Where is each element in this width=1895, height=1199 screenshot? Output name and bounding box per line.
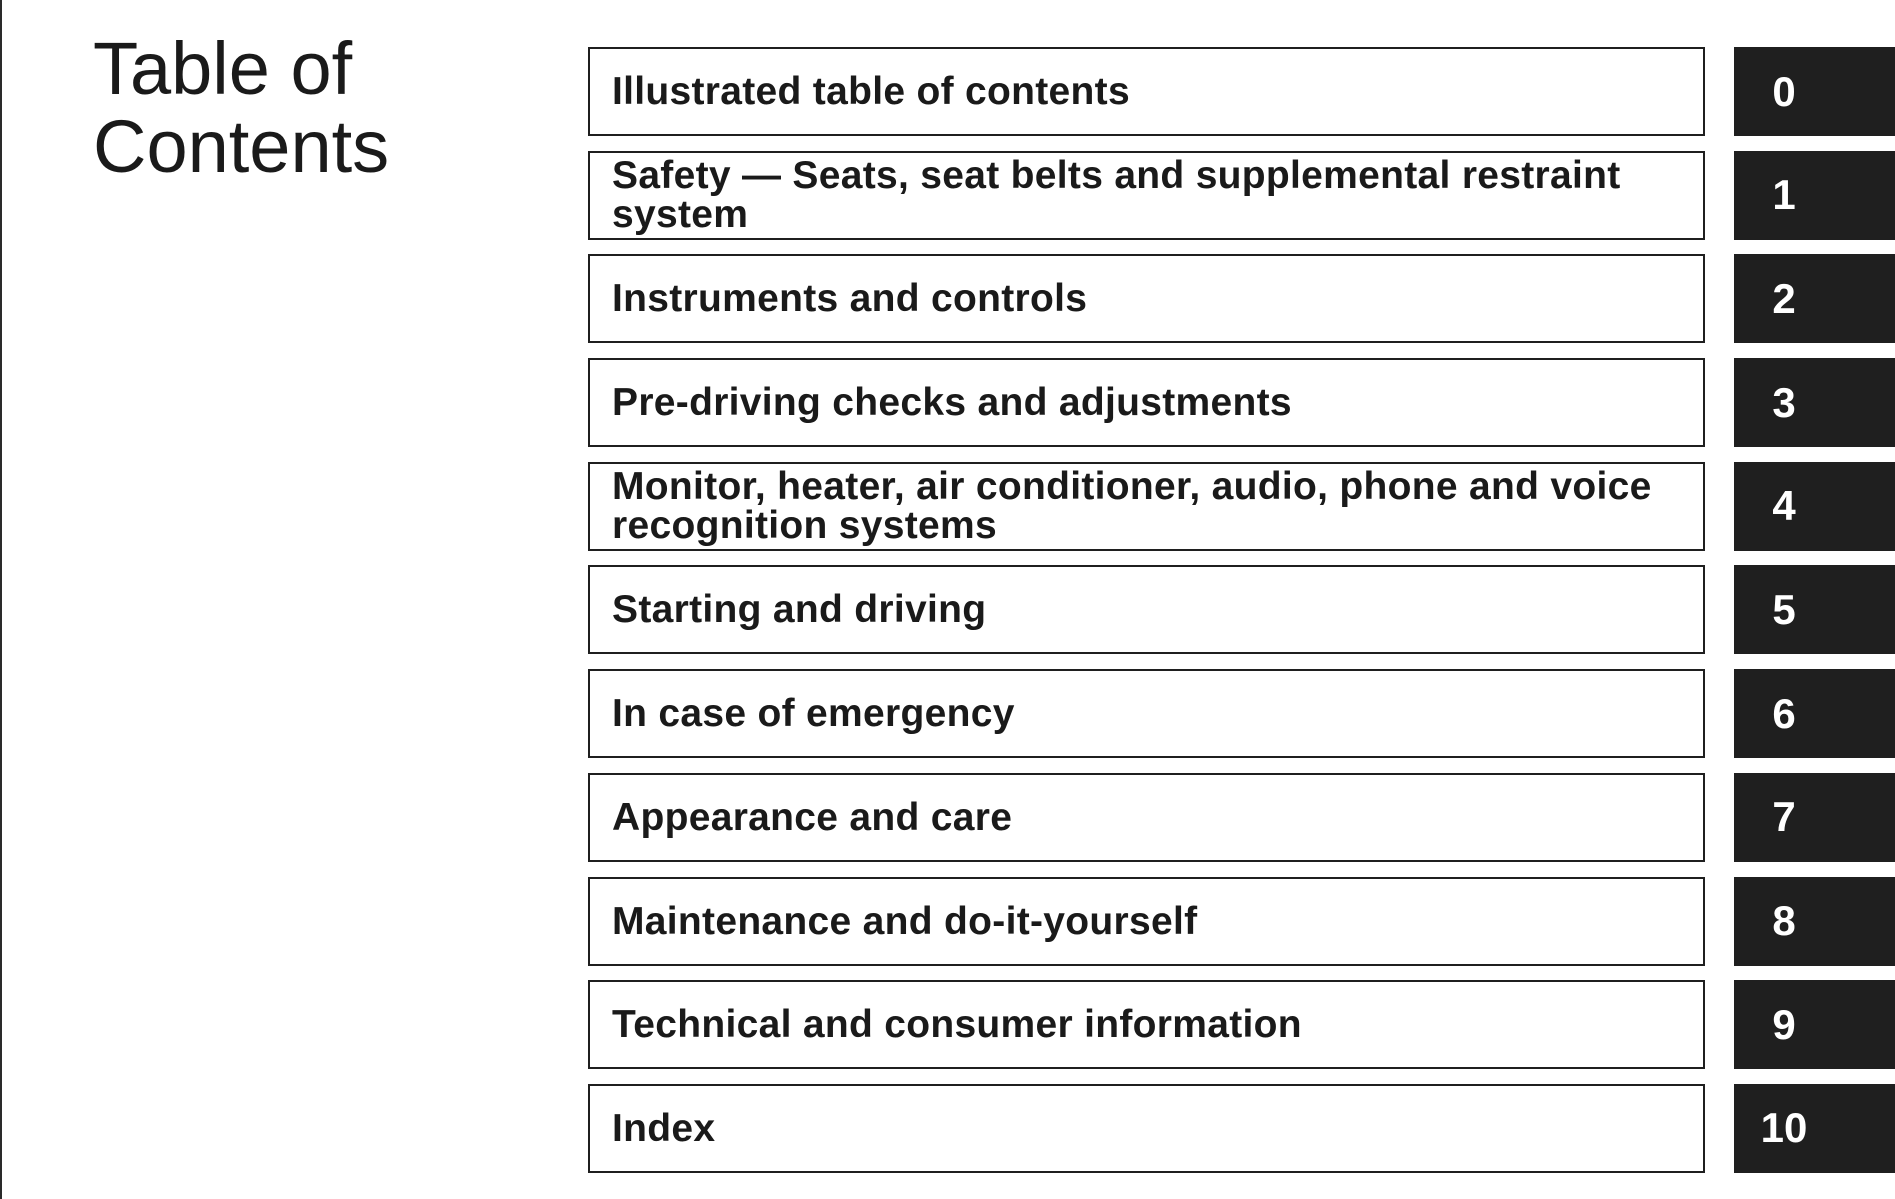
toc-entry-maintenance[interactable] [588, 877, 1895, 966]
toc-entry-label: Maintenance and do-it-yourself [612, 899, 1198, 943]
section-number: 4 [1772, 482, 1796, 530]
section-number: 7 [1772, 793, 1796, 841]
toc-entry-label: Pre-driving checks and adjustments [612, 381, 1292, 425]
section-number: 5 [1772, 585, 1796, 633]
toc-entry-box[interactable] [588, 980, 1705, 1069]
section-number: 6 [1772, 689, 1796, 737]
toc-entry-instruments[interactable] [588, 254, 1895, 343]
toc-entry-box[interactable] [588, 47, 1705, 136]
section-tab-7[interactable] [1734, 773, 1895, 862]
toc-entry-box[interactable] [588, 151, 1705, 240]
section-number: 10 [1760, 1104, 1808, 1152]
toc-entry-pre-driving[interactable] [588, 358, 1895, 447]
toc-entry-emergency[interactable] [588, 669, 1895, 758]
toc-entry-label: Instruments and controls [612, 277, 1088, 321]
section-tab-8[interactable] [1734, 877, 1895, 966]
section-number: 3 [1772, 378, 1796, 426]
section-number: 1 [1772, 171, 1796, 219]
page-title-line-1: Table of [93, 27, 353, 110]
toc-entry-box[interactable] [588, 358, 1705, 447]
toc-entry-illustrated-contents[interactable] [588, 47, 1895, 136]
page-edge-rule [0, 0, 2, 1199]
section-number: 2 [1772, 274, 1796, 322]
toc-entry-label: Appearance and care [612, 795, 1013, 839]
section-tab-0[interactable] [1734, 47, 1895, 136]
section-tab-10[interactable] [1734, 1084, 1895, 1173]
section-number: 0 [1772, 67, 1796, 115]
toc-entry-label: In case of emergency [612, 692, 1015, 736]
toc-entry-box[interactable] [588, 877, 1705, 966]
toc-entry-box[interactable] [588, 669, 1705, 758]
toc-entry-label: Safety — Seats, seat belts and supplemental restraint system [612, 154, 1621, 237]
toc-entry-technical-info[interactable] [588, 980, 1895, 1069]
section-number: 8 [1772, 897, 1796, 944]
section-tab-1[interactable] [1734, 151, 1895, 240]
section-tab-9[interactable] [1734, 980, 1895, 1069]
page-title-line-2: Contents [93, 105, 390, 188]
toc-entry-appearance-care[interactable] [588, 773, 1895, 862]
toc-entry-index[interactable] [588, 1084, 1895, 1173]
page-title [93, 27, 513, 188]
section-tab-3[interactable] [1734, 358, 1895, 447]
section-tab-4[interactable] [1734, 462, 1895, 551]
toc-entry-starting-driving[interactable] [588, 565, 1895, 654]
toc-entry-label: Index [612, 1106, 716, 1150]
toc-entry-safety[interactable] [588, 151, 1895, 240]
section-tab-5[interactable] [1734, 565, 1895, 654]
toc-entry-box[interactable] [588, 462, 1705, 551]
toc-entry-box[interactable] [588, 254, 1705, 343]
toc-entry-monitor-audio[interactable] [588, 462, 1895, 551]
toc-list [588, 47, 1895, 1188]
toc-entry-label: Starting and driving [612, 588, 987, 632]
toc-entry-box[interactable] [588, 565, 1705, 654]
toc-entry-label: Monitor, heater, air conditioner, audio, phone and voice recognition systems [612, 465, 1652, 548]
section-number: 9 [1772, 1000, 1796, 1048]
toc-entry-box[interactable] [588, 1084, 1705, 1173]
section-tab-6[interactable] [1734, 669, 1895, 758]
toc-entry-label: Illustrated table of contents [612, 70, 1130, 113]
toc-entry-box[interactable] [588, 773, 1705, 862]
section-tab-2[interactable] [1734, 254, 1895, 343]
toc-entry-label: Technical and consumer information [612, 1003, 1302, 1047]
